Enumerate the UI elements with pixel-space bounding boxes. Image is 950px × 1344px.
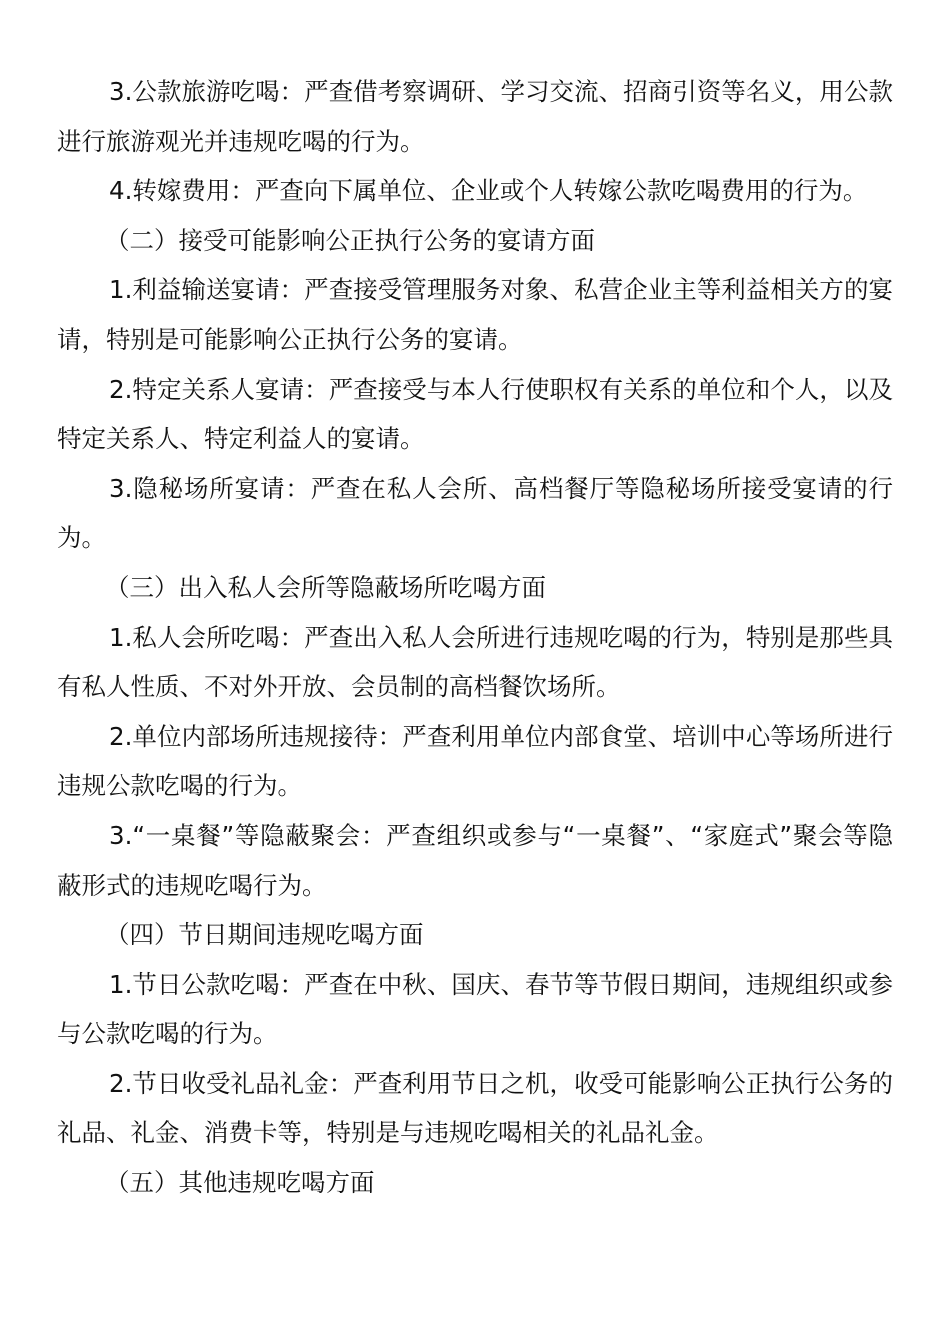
item-2-related-person-banquet: 2.特定关系人宴请：严查接受与本人行使职权有关系的单位和个人，以及特定关系人、特定利益人的宴请。 [57,374,893,454]
item-3-hidden-gathering: 3.“一桌餐”等隐蔽聚会：严查组织或参与“一桌餐”、“家庭式”聚会等隐蔽形式的违规吃喝行为。 [57,820,893,900]
item-1-benefit-banquet: 1.利益输送宴请：严查接受管理服务对象、私营企业主等利益相关方的宴请，特别是可能影响公正执行公务的宴请。 [57,275,893,354]
document-page [57,67,893,1208]
item-2-internal-venue: 2.单位内部场所违规接待：严查利用单位内部食堂、培训中心等场所进行违规公款吃喝的行为。 [57,721,893,801]
section-2-heading: （二）接受可能影响公正执行公务的宴请方面 [105,225,595,255]
item-3-hidden-venue-banquet: 3.隐秘场所宴请：严查在私人会所、高档餐厅等隐秘场所接受宴请的行为。 [57,473,893,553]
item-1-private-club: 1.私人会所吃喝：严查出入私人会所进行违规吃喝的行为，特别是那些具有私人性质、不对外开放、会员制的高档餐饮场所。 [57,622,893,702]
section-3-heading: （三）出入私人会所等隐蔽场所吃喝方面 [105,572,546,602]
section-4-heading: （四）节日期间违规吃喝方面 [105,920,424,950]
item-4-transfer-costs: 4.转嫁费用：严查向下属单位、企业或个人转嫁公款吃喝费用的行为。 [109,176,868,206]
item-3-travel: 3.公款旅游吃喝：严查借考察调研、学习交流、招商引资等名义，用公款进行旅游观光并违规吃喝的行为。 [57,77,893,156]
item-2-holiday-gifts: 2.节日收受礼品礼金：严查利用节日之机，收受可能影响公正执行公务的礼品、礼金、消费卡等，特别是与违规吃喝相关的礼品礼金。 [57,1068,893,1148]
section-5-heading: （五）其他违规吃喝方面 [105,1168,375,1198]
item-1-holiday-dining: 1.节日公款吃喝：严查在中秋、国庆、春节等节假日期间，违规组织或参与公款吃喝的行为。 [57,969,893,1049]
